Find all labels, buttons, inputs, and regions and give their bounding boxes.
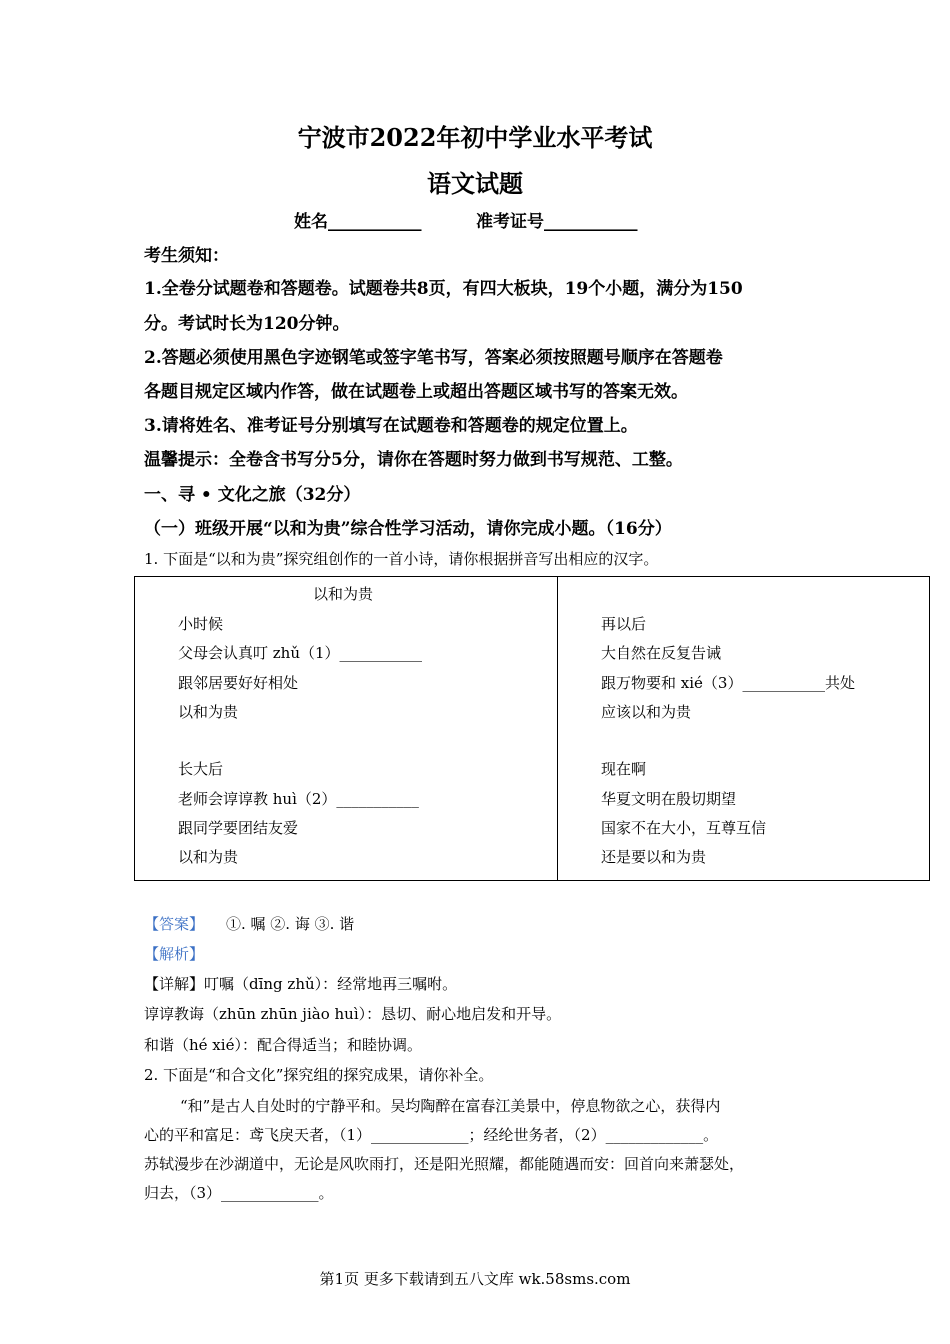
name-field-label: 姓名___________ (294, 212, 422, 232)
question-2-paragraph: 心的平和富足：鸢飞戾天者，（1）_____________；经纶世务者，（2）_____________。 (144, 1126, 719, 1144)
answer-text: ①. 嘱 ②. 诲 ③. 谐 (226, 915, 355, 933)
poem-right-cell (558, 577, 930, 881)
poem-line: 现在啊 (601, 760, 647, 778)
poem-line: 老师会谆谆教 huì（2）___________ (178, 790, 419, 808)
notice-tip: 温馨提示：全卷含书写分5分，请你在答题时努力做到书写规范、工整。 (144, 450, 683, 470)
poem-table (134, 576, 930, 881)
question-2-paragraph: 苏轼漫步在沙湖道中，无论是风吹雨打，还是阳光照耀，都能随遇而安：回首向来萧瑟处， (144, 1155, 745, 1173)
notice-line-1b: 分。考试时长为120分钟。 (144, 314, 350, 334)
poem-line: 跟同学要团结友爱 (178, 819, 299, 837)
question-2-stem: 2. 下面是“和合文化”探究组的探究成果，请你补全。 (144, 1066, 494, 1084)
poem-line: 华夏文明在殷切期望 (601, 790, 737, 808)
poem-line: 小时候 (178, 615, 224, 633)
poem-title: 以和为贵 (313, 585, 374, 603)
analysis-detail-3: 和谐（hé xié）：配合得适当；和睦协调。 (144, 1036, 422, 1054)
subsection-heading: （一）班级开展“以和为贵”综合性学习活动，请你完成小题。（16分） (144, 519, 672, 539)
poem-line: 以和为贵 (178, 703, 239, 721)
poem-line: 大自然在反复告诫 (601, 644, 722, 662)
poem-line: 还是要以和为贵 (601, 848, 707, 866)
poem-line: 长大后 (178, 760, 224, 778)
poem-line: 应该以和为贵 (601, 703, 692, 721)
poem-left-cell (135, 577, 558, 881)
section-heading: 一、寻 • 文化之旅（32分） (144, 485, 361, 505)
notice-heading: 考生须知： (144, 246, 229, 266)
notice-line-2: 2.答题必须使用黑色字迹钢笔或签字笔书写，答案必须按照题号顺序在答题卷 (144, 348, 723, 368)
poem-line: 以和为贵 (178, 848, 239, 866)
poem-line: 跟邻居要好好相处 (178, 674, 299, 692)
question-1-stem: 1. 下面是“以和为贵”探究组创作的一首小诗，请你根据拼音写出相应的汉字。 (144, 550, 659, 568)
ticket-field-label: 准考证号___________ (476, 212, 638, 232)
question-2-paragraph: “和”是古人自处时的宁静平和。吴均陶醉在富春江美景中，停息物欲之心，获得内 (180, 1097, 721, 1115)
page-footer: 第1页 更多下载请到五八文库 wk.58sms.com (319, 1270, 631, 1288)
notice-line-2b: 各题目规定区域内作答，做在试题卷上或超出答题区域书写的答案无效。 (144, 382, 688, 402)
notice-line-3: 3.请将姓名、准考证号分别填写在试题卷和答题卷的规定位置上。 (144, 416, 638, 436)
question-2-paragraph: 归去，（3）_____________。 (144, 1184, 334, 1202)
answer-label: 【答案】 (144, 915, 205, 933)
analysis-label: 【解析】 (144, 945, 205, 963)
analysis-detail-2: 谆谆教诲（zhūn zhūn jiào huì）：恳切、耐心地启发和开导。 (144, 1005, 562, 1023)
exam-title: 宁波市2022年初中学业水平考试 (297, 123, 653, 152)
exam-subtitle: 语文试题 (427, 169, 523, 198)
analysis-detail-1: 【详解】叮嘱（dīng zhǔ）：经常地再三嘱咐。 (144, 975, 458, 993)
poem-line: 国家不在大小，互尊互信 (601, 819, 767, 837)
poem-line: 再以后 (601, 615, 647, 633)
notice-line-1: 1.全卷分试题卷和答题卷。试题卷共8页，有四大板块，19个小题，满分为150 (144, 279, 743, 299)
poem-line: 跟万物要和 xié（3）___________共处 (601, 674, 855, 692)
poem-line: 父母会认真叮 zhǔ（1）___________ (178, 644, 423, 662)
